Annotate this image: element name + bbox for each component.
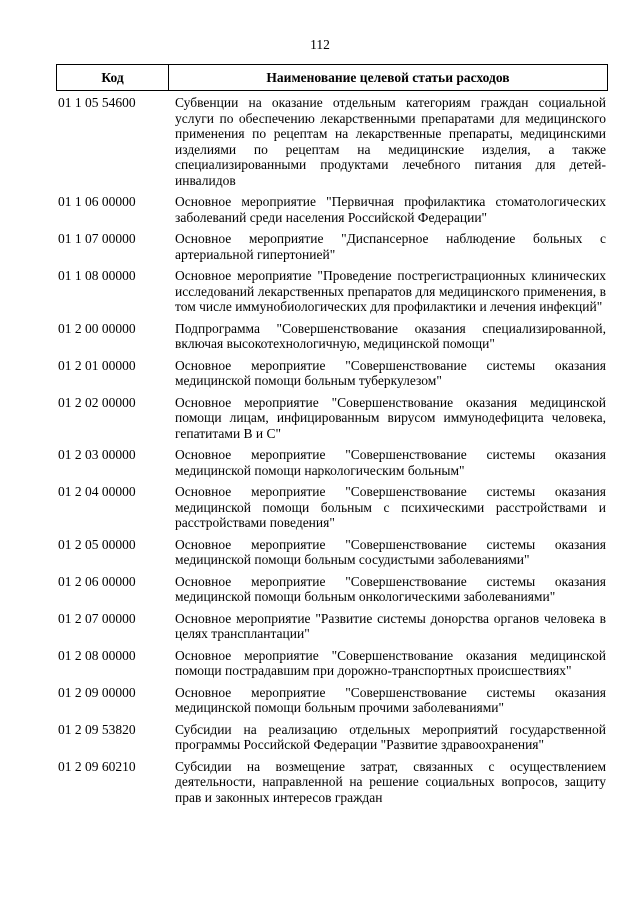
header-code: Код	[57, 65, 169, 90]
row-code: 01 2 09 00000	[58, 684, 136, 700]
row-code: 01 1 05 54600	[58, 95, 136, 110]
table-row	[56, 722, 608, 753]
row-code: 01 1 08 00000	[58, 268, 136, 283]
row-name: Основное мероприятие "Диспансерное наблюдение больных с артериальной гипертонией"	[175, 231, 606, 262]
row-code: 01 1 06 00000	[58, 194, 136, 209]
row-name: Основное мероприятие "Совершенствование системы оказания медицинской помощи больным прочими заболеваниями"	[175, 684, 606, 715]
row-code: 01 2 05 00000	[58, 536, 136, 552]
table-row	[56, 268, 608, 315]
row-name: Основное мероприятие "Совершенствование системы оказания медицинской помощи больным сосудистыми заболеваниями"	[175, 536, 606, 567]
row-code: 01 2 00 00000	[58, 320, 136, 336]
row-name: Основное мероприятие "Развитие системы донорства органов человека в целях трансплантации"	[175, 610, 606, 641]
table-body	[56, 95, 608, 805]
row-code: 01 2 01 00000	[58, 357, 136, 373]
table-row	[56, 611, 608, 642]
row-name: Основное мероприятие "Совершенствование оказания медицинской помощи лицам, инфицированным вирусом иммунодефицита человека, гепатитами В и С"	[175, 394, 606, 441]
row-name: Основное мероприятие "Совершенствование системы оказания медицинской помощи больным с психическими расстройствами и расстройствами поведения"	[175, 484, 606, 530]
table-row	[56, 358, 608, 389]
table-row	[56, 537, 608, 568]
budget-classification-table	[56, 64, 608, 805]
table-row	[56, 685, 608, 716]
row-code: 01 2 09 53820	[58, 721, 136, 737]
row-name: Субсидии на реализацию отдельных мероприятий государственной программы Российской Федерации "Развитие здравоохранения"	[175, 721, 606, 752]
table-row	[56, 231, 608, 262]
row-name: Основное мероприятие "Совершенствование оказания медицинской помощи пострадавшим при дорожно-транспортных происшествиях"	[175, 647, 606, 678]
row-name: Основное мероприятие "Проведение пострегистрационных клинических исследований лекарственных препаратов для медицинского применения, в том числе иммунобиологических для профилактики и лечения инфекций"	[175, 268, 606, 314]
row-code: 01 2 04 00000	[58, 484, 136, 499]
row-code: 01 2 08 00000	[58, 647, 136, 663]
row-name: Субсидии на возмещение затрат, связанных с осуществлением деятельности, направленной на решение социальных вопросов, защиту прав и законных интересов граждан	[175, 758, 606, 805]
table-header	[56, 64, 608, 91]
row-code: 01 2 02 00000	[58, 394, 136, 410]
table-row	[56, 648, 608, 679]
row-name: Подпрограмма "Совершенствование оказания специализированной, включая высокотехнологичную, медицинской помощи"	[175, 320, 606, 351]
table-row	[56, 395, 608, 442]
table-row	[56, 194, 608, 225]
row-name: Основное мероприятие "Первичная профилактика стоматологических заболеваний среди населения Российской Федерации"	[175, 194, 606, 225]
table-row	[56, 759, 608, 806]
row-code: 01 2 06 00000	[58, 573, 136, 589]
row-code: 01 2 03 00000	[58, 447, 136, 462]
table-row	[56, 574, 608, 605]
row-name: Основное мероприятие "Совершенствование системы оказания медицинской помощи больным онкологическими заболеваниями"	[175, 573, 606, 604]
row-name: Субвенции на оказание отдельным категориям граждан социальной услуги по обеспечению лекарственными препаратами для медицинского применения по рецептам на лекарственные препараты, медицинскими изделиями по рецептам на медицинские изделия, а также специализированными продуктами лечебного питания для детей-инвалидов	[175, 95, 606, 188]
row-name: Основное мероприятие "Совершенствование системы оказания медицинской помощи больным туберкулезом"	[175, 357, 606, 388]
row-code: 01 2 09 60210	[58, 758, 136, 774]
table-row	[56, 484, 608, 531]
table-row	[56, 447, 608, 478]
table-row	[56, 321, 608, 352]
header-name: Наименование целевой статьи расходов	[266, 70, 510, 85]
row-code: 01 2 07 00000	[58, 610, 136, 626]
row-name: Основное мероприятие "Совершенствование системы оказания медицинской помощи наркологическим больным"	[175, 447, 606, 478]
page-number: 112	[310, 37, 330, 52]
row-code: 01 1 07 00000	[58, 231, 136, 246]
table-row	[56, 95, 608, 188]
